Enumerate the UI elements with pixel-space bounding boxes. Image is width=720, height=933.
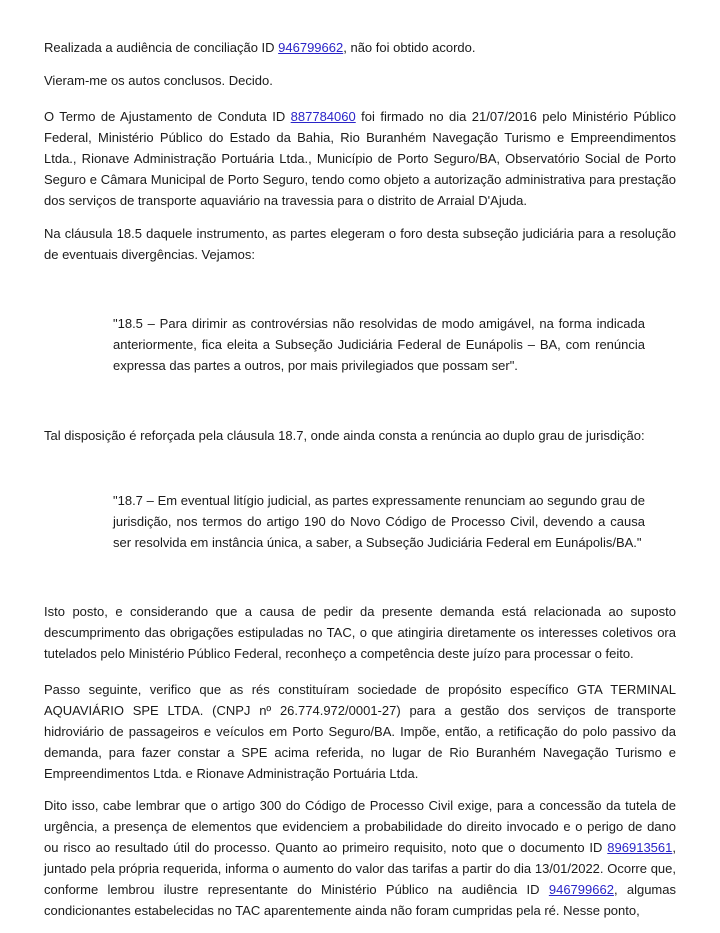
text: Passo seguinte, verifico que as rés constituíram sociedade de propósito específico GTA TERMINAL AQUAVIÁRIO SPE LTDA. (CNPJ nº 26.774.972/0001-27) para a gestão dos serviços de transporte hidroviário de passageiros e veículos em Porto Seguro/BA. Impõe, então, a retificação do polo passivo da demanda, para fazer constar a SPE acima referida, no lugar de Rio Buranhém Navegação Turismo e Empreendimentos Ltda. e Rionave Administração Portuária Ltda.: [44, 682, 676, 781]
paragraph-tutela: [44, 795, 676, 921]
paragraph-tac: [44, 106, 676, 211]
hearing-id-link[interactable]: 946799662: [548, 882, 614, 897]
quote-clausula-18-7: [113, 490, 645, 553]
quote-clausula-18-5: [113, 313, 645, 376]
text: "18.5 – Para dirimir as controvérsias não resolvidas de modo amigável, na forma indicada anteriormente, fica eleita a Subseção Judiciária Federal de Eunápolis – BA, com renúncia expressa das partes a outros, por mais privilegiados que possam ser".: [113, 316, 645, 373]
text: Isto posto, e considerando que a causa de pedir da presente demanda está relacionada ao suposto descumprimento das obrigações estipuladas no TAC, o que atingiria diretamente os interesses coletivos ora tutelados pelo Ministério Público Federal, reconheço a competência deste juízo para processar o feito.: [44, 604, 676, 661]
text: "18.7 – Em eventual litígio judicial, as partes expressamente renunciam ao segundo grau de jurisdição, nos termos do artigo 190 do Novo Código de Processo Civil, devendo a causa ser resolvida em instância única, a saber, a Subseção Judiciária Federal em Eunápolis/BA.": [113, 493, 645, 550]
paragraph-clausula-18-5: [44, 223, 676, 265]
text: Dito isso, cabe lembrar que o artigo 300 do Código de Processo Civil exige, para a concessão da tutela de urgência, a presença de elementos que evidenciem a probabilidade do direito invocado e o perigo de dano ou risco ao resultado útil do processo. Quanto ao primeiro requisito, noto que o documento ID: [44, 798, 676, 855]
text: O Termo de Ajustamento de Conduta ID: [44, 109, 291, 124]
document-id-link[interactable]: 896913561: [607, 840, 673, 855]
paragraph-clausula-18-7: [44, 425, 676, 446]
text: Tal disposição é reforçada pela cláusula 18.7, onde ainda consta a renúncia ao duplo grau de jurisdição:: [44, 428, 645, 443]
text: , algumas condicionantes estabelecidas no TAC aparentemente ainda não foram cumpridas pela ré. Nesse ponto,: [44, 882, 676, 918]
paragraph-conclusos: [44, 70, 676, 91]
text: Realizada a audiência de conciliação ID: [44, 40, 279, 55]
paragraph-competencia: [44, 601, 676, 664]
paragraph-hearing: [44, 37, 676, 58]
paragraph-spe: [44, 679, 676, 784]
text: , juntado pela própria requerida, informa o aumento do valor das tarifas a partir do dia 13/01/2022. Ocorre que, conforme lembrou ilustre representante do Ministério Público na audiência ID: [44, 840, 676, 897]
hearing-id-link[interactable]: 946799662: [278, 40, 344, 55]
text: Vieram-me os autos conclusos. Decido.: [44, 73, 273, 88]
tac-id-link[interactable]: 887784060: [290, 109, 356, 124]
text: , não foi obtido acordo.: [343, 40, 476, 55]
text: Na cláusula 18.5 daquele instrumento, as partes elegeram o foro desta subseção judiciária para a resolução de eventuais divergências. Vejamos:: [44, 226, 676, 262]
text: foi firmado no dia 21/07/2016 pelo Ministério Público Federal, Ministério Público do Estado da Bahia, Rio Buranhém Navegação Turismo e Empreendimentos Ltda., Rionave Administração Portuária Ltda., Município de Porto Seguro/BA, Observatório Social de Porto Seguro e Câmara Municipal de Porto Seguro, tendo como objeto a autorização administrativa para prestação dos serviços de transporte aquaviário na travessia para o distrito de Arraial D'Ajuda.: [44, 109, 676, 208]
